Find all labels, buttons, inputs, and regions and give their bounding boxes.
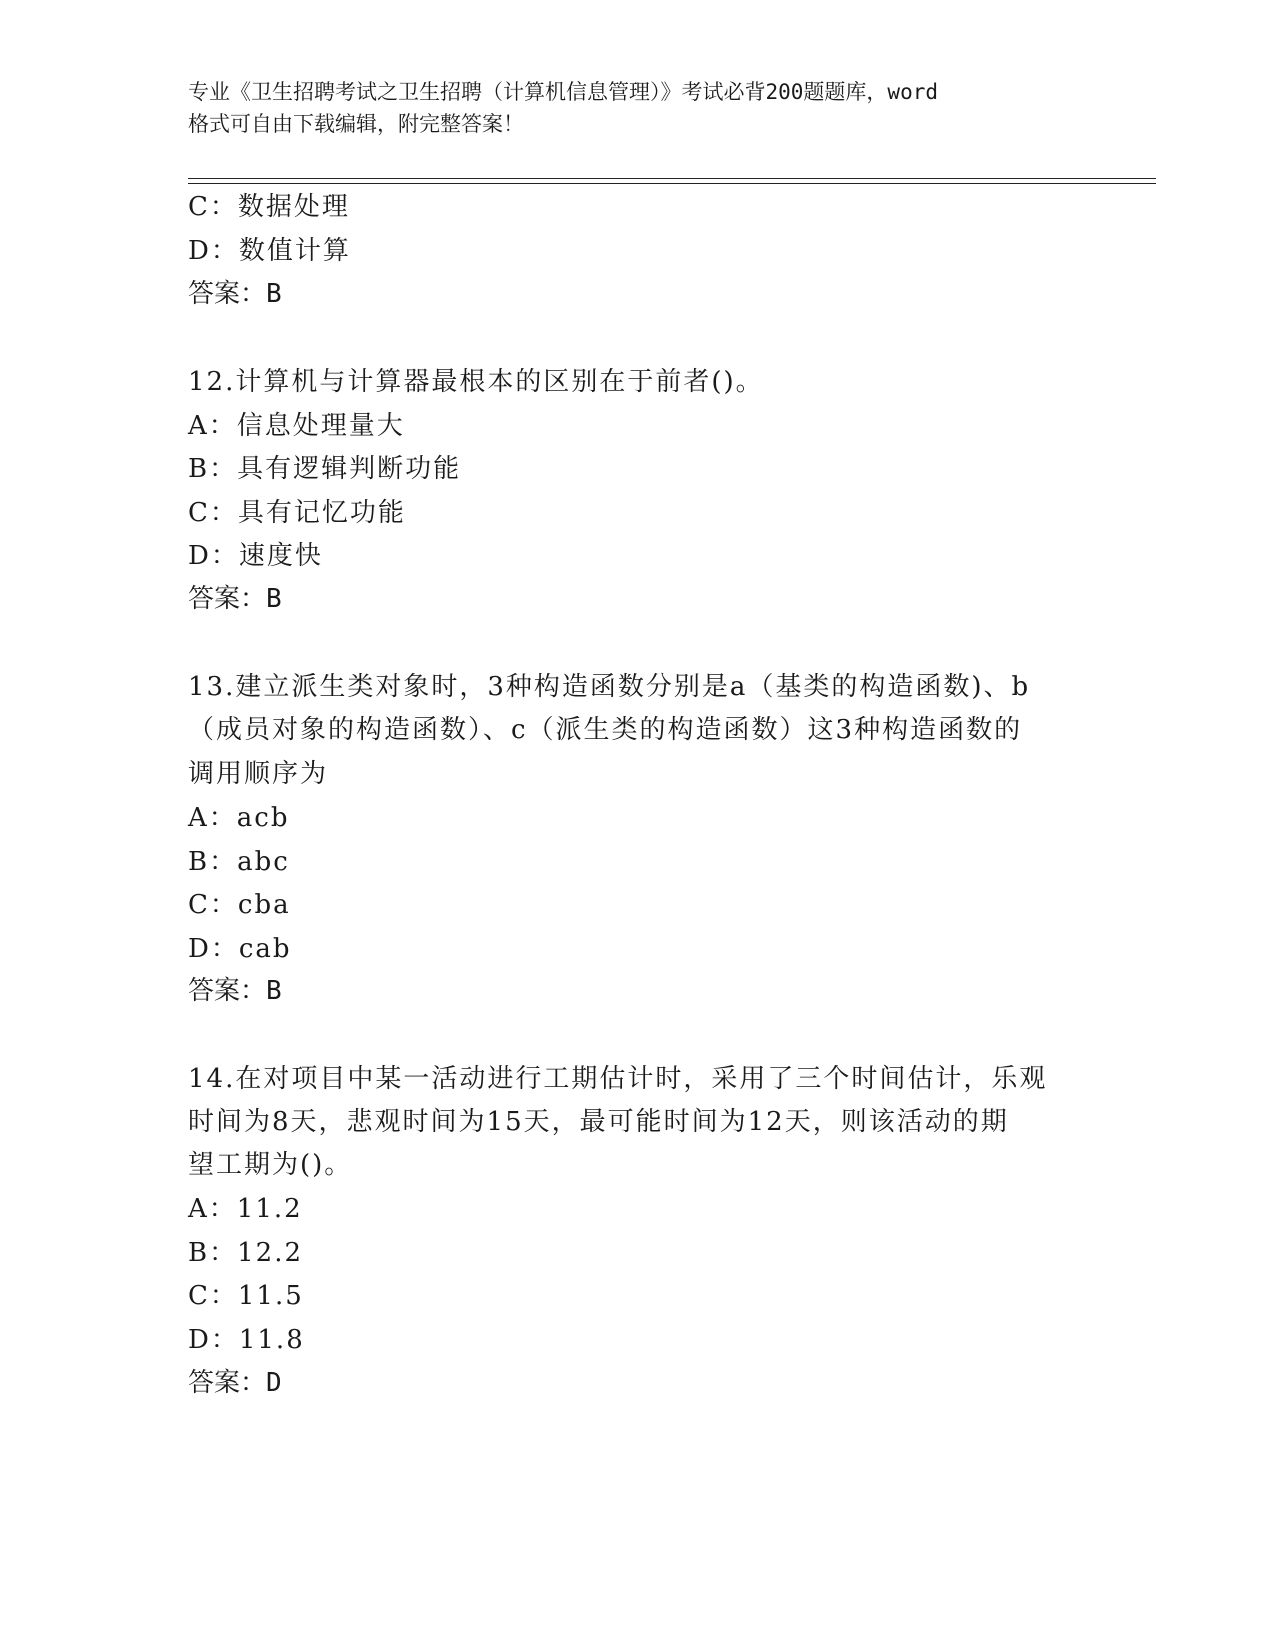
option-c: C：数据处理	[188, 192, 350, 222]
question-13-stem-line-2: （成员对象的构造函数）、c（派生类的构造函数）这3种构造函数的	[188, 715, 1023, 745]
document-header	[188, 76, 1088, 140]
question-12-option-b: B：具有逻辑判断功能	[188, 454, 462, 484]
question-12-stem: 12.计算机与计算器最根本的区别在于前者()。	[188, 367, 764, 397]
question-12-option-a: A：信息处理量大	[188, 411, 405, 441]
question-13-option-d: D：cab	[188, 934, 292, 964]
question-14-stem-line-1: 14.在对项目中某一活动进行工期估计时，采用了三个时间估计，乐观	[188, 1064, 1048, 1094]
question-14-stem-line-2: 时间为8天，悲观时间为15天，最可能时间为12天，则该活动的期	[188, 1107, 1009, 1137]
question-12-option-d: D：速度快	[188, 541, 323, 571]
header-title-line-1: 专业《卫生招聘考试之卫生招聘（计算机信息管理）》考试必背200题题库，word	[188, 80, 938, 104]
question-13-option-b: B：abc	[188, 847, 290, 877]
question-13-option-a: A：acb	[188, 803, 290, 833]
question-14-option-b: B：12.2	[188, 1238, 303, 1268]
question-14-option-c: C：11.5	[188, 1281, 304, 1311]
question-14-answer: 答案：D	[188, 1368, 282, 1398]
question-14-option-d: D：11.8	[188, 1325, 305, 1355]
header-divider-bottom	[188, 183, 1156, 184]
answer-line: 答案：B	[188, 279, 282, 309]
option-d: D：数值计算	[188, 236, 351, 266]
question-13-stem-line-1: 13.建立派生类对象时，3种构造函数分别是a（基类的构造函数)、b	[188, 672, 1031, 702]
header-divider-top	[188, 178, 1156, 179]
question-12-answer: 答案：B	[188, 584, 282, 614]
header-title-line-2: 格式可自由下载编辑，附完整答案！	[188, 112, 524, 136]
question-13-option-c: C：cba	[188, 890, 291, 920]
question-12-option-c: C：具有记忆功能	[188, 498, 406, 528]
question-14-option-a: A：11.2	[188, 1194, 303, 1224]
question-13-stem-line-3: 调用顺序为	[188, 759, 329, 789]
question-13-answer: 答案：B	[188, 976, 282, 1006]
question-14-stem-line-3: 望工期为()。	[188, 1150, 353, 1180]
